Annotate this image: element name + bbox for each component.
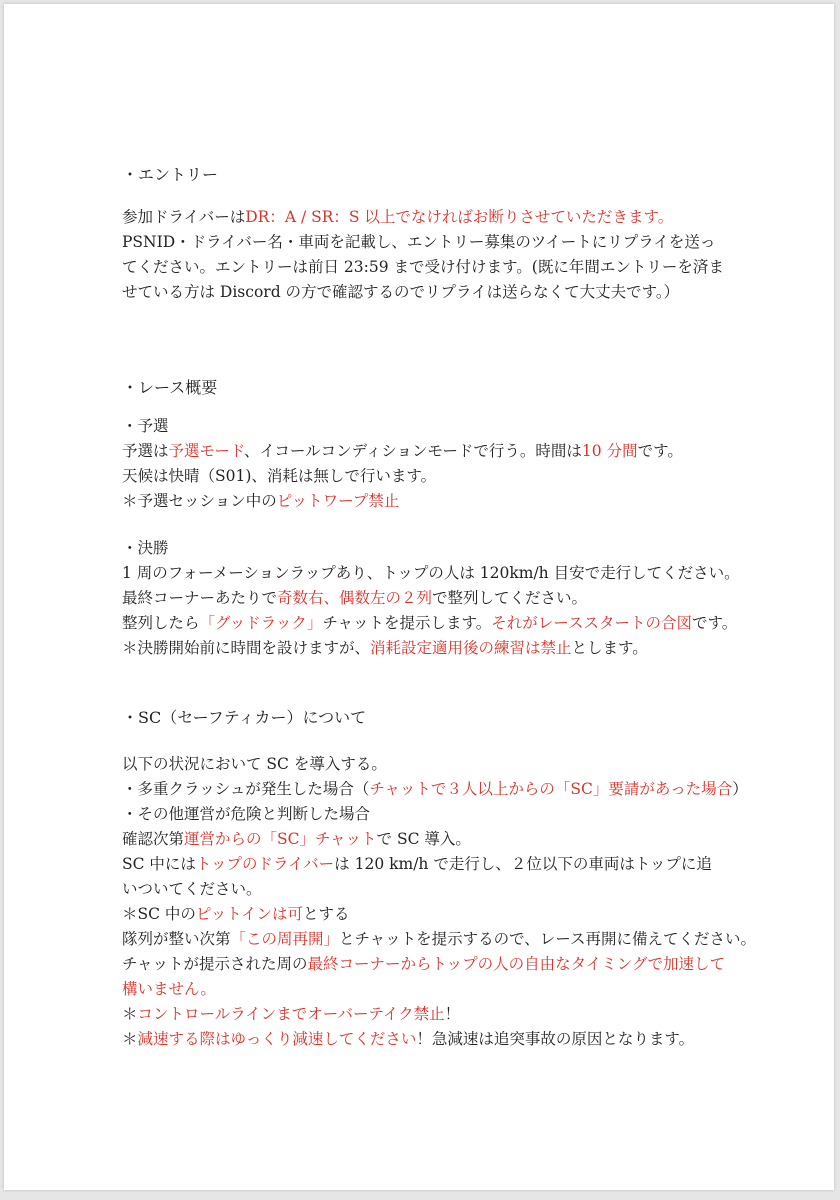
sc-acceleration-paragraph <box>122 952 726 1002</box>
qualifying-pitwarp-line <box>122 489 726 514</box>
final-start-text-2: チャットを提示します。 <box>322 614 492 632</box>
sc-heading: ・SC（セーフティカー）について <box>122 708 367 727</box>
sc-restart-line <box>122 927 756 952</box>
sc-deploy-line <box>122 827 726 852</box>
qualifying-mode-highlight: 予選モード <box>168 442 245 460</box>
final-practice-line <box>122 636 726 661</box>
final-formation-line: 1 周のフォーメーションラップあり、トップの人は 120km/h 目安で走行してください。 <box>122 564 740 582</box>
overview-heading: ・レース概要 <box>122 378 218 397</box>
final-grid-line <box>122 586 726 611</box>
sc-decelerate-text: ！急減速は追突事故の原因となります。 <box>416 1030 695 1048</box>
sc-deploy-text-2: で SC 導入。 <box>376 830 471 848</box>
final-grid-text-1: 最終コーナーあたりで <box>122 589 278 607</box>
sc-top-driver-highlight: トップのドライバー <box>195 855 335 873</box>
qualifying-mode-line <box>122 439 726 464</box>
document-body <box>122 162 756 1052</box>
entry-requirement-highlight: DR：A / SR：S 以上でなければお断りさせていただきます。 <box>245 208 674 226</box>
final-start-signal-highlight: それがレーススタートの合図 <box>491 614 692 632</box>
sc-crash-text-1: ・多重クラッシュが発生した場合（ <box>122 780 370 798</box>
sc-decelerate-asterisk: ＊ <box>122 1030 138 1048</box>
final-start-text-3: です。 <box>691 614 738 632</box>
qualifying-text-3: です。 <box>637 442 683 460</box>
sc-overtake-mark: ！ <box>444 1005 461 1023</box>
final-grid-text-2: で整列してください。 <box>432 589 588 607</box>
qualifying-duration-highlight: 10 分間 <box>581 442 638 460</box>
sc-deploy-highlight: 運営からの「SC」チャット <box>184 830 377 848</box>
sc-pitin-highlight: ピットインは可 <box>195 905 304 923</box>
final-grid-highlight: 奇数右、偶数左の２列 <box>277 589 433 607</box>
entry-requirement-text: 参加ドライバーは <box>122 208 246 226</box>
sc-speed-text-1: SC 中には <box>122 855 196 873</box>
final-subheading: ・決勝 <box>122 539 169 557</box>
sc-deploy-text-1: 確認次第 <box>122 830 185 848</box>
sc-decelerate-line <box>122 1027 726 1052</box>
sc-pitin-text-1: ＊SC 中の <box>122 905 196 923</box>
entry-heading: ・エントリー <box>122 165 219 184</box>
sc-pitin-text-2: とする <box>303 905 350 923</box>
sc-overtake-highlight: コントロールラインまでオーバーテイク禁止 <box>137 1005 445 1023</box>
final-goodluck-highlight: 「グッドラック」 <box>199 614 323 632</box>
qualifying-pitwarp-highlight: ピットワープ禁止 <box>276 492 400 510</box>
sc-overtake-line <box>122 1002 726 1027</box>
final-practice-text-2: とします。 <box>571 639 648 657</box>
sc-speed-paragraph <box>122 852 726 902</box>
sc-acceleration-highlight: 最終コーナーからトップの人の自由なタイミングで加速して構いません。 <box>122 955 725 998</box>
sc-pitin-line <box>122 902 726 927</box>
sc-overtake-asterisk: ＊ <box>122 1005 138 1023</box>
qualifying-subheading: ・予選 <box>122 417 169 435</box>
sc-crash-highlight: チャットで３人以上からの「SC」要請があった場合 <box>369 780 733 798</box>
sc-speed-text-2: は 120 km/h で走行し、２位以下の車両はトップに追いついてください。 <box>122 855 712 898</box>
final-practice-text-1: ＊決勝開始前に時間を設けますが、 <box>122 639 371 657</box>
sc-intro-line: 以下の状況において SC を導入する。 <box>122 755 387 773</box>
sc-acceleration-text: チャットが提示された周の <box>122 955 308 973</box>
document-page <box>4 4 834 1190</box>
final-practice-highlight: 消耗設定適用後の練習は禁止 <box>370 639 572 657</box>
qualifying-text-2: 、イコールコンディションモードで行う。時間は <box>244 442 582 460</box>
sc-crash-text-2: ） <box>732 780 748 798</box>
sc-restart-text-2: とチャットを提示するので、レース再開に備えてください。 <box>339 930 756 948</box>
final-start-text-1: 整列したら <box>122 614 200 632</box>
sc-other-line: ・その他運営が危険と判断した場合 <box>122 805 371 823</box>
sc-crash-line <box>122 777 748 802</box>
sc-restart-highlight: 「この周再開」 <box>230 930 340 948</box>
entry-requirement-line <box>122 205 726 230</box>
qualifying-weather-line: 天候は快晴（S01)、消耗は無しで行います。 <box>122 467 437 485</box>
sc-decelerate-highlight: 減速する際はゆっくり減速してください <box>137 1030 417 1048</box>
final-start-signal-line <box>122 611 738 636</box>
sc-restart-text-1: 隊列が整い次第 <box>122 930 231 948</box>
qualifying-pitwarp-text: ＊予選セッション中の <box>122 492 277 510</box>
qualifying-text-1: 予選は <box>122 442 169 460</box>
entry-instructions-paragraph: PSNID・ドライバー名・車両を記載し、エントリー募集のツイートにリプライを送ってください。エントリーは前日 23:59 まで受け付けます。(既に年間エントリーを済ませている方は Discord の方で確認するのでリプライは送らなくて大丈夫です。） <box>122 233 724 301</box>
